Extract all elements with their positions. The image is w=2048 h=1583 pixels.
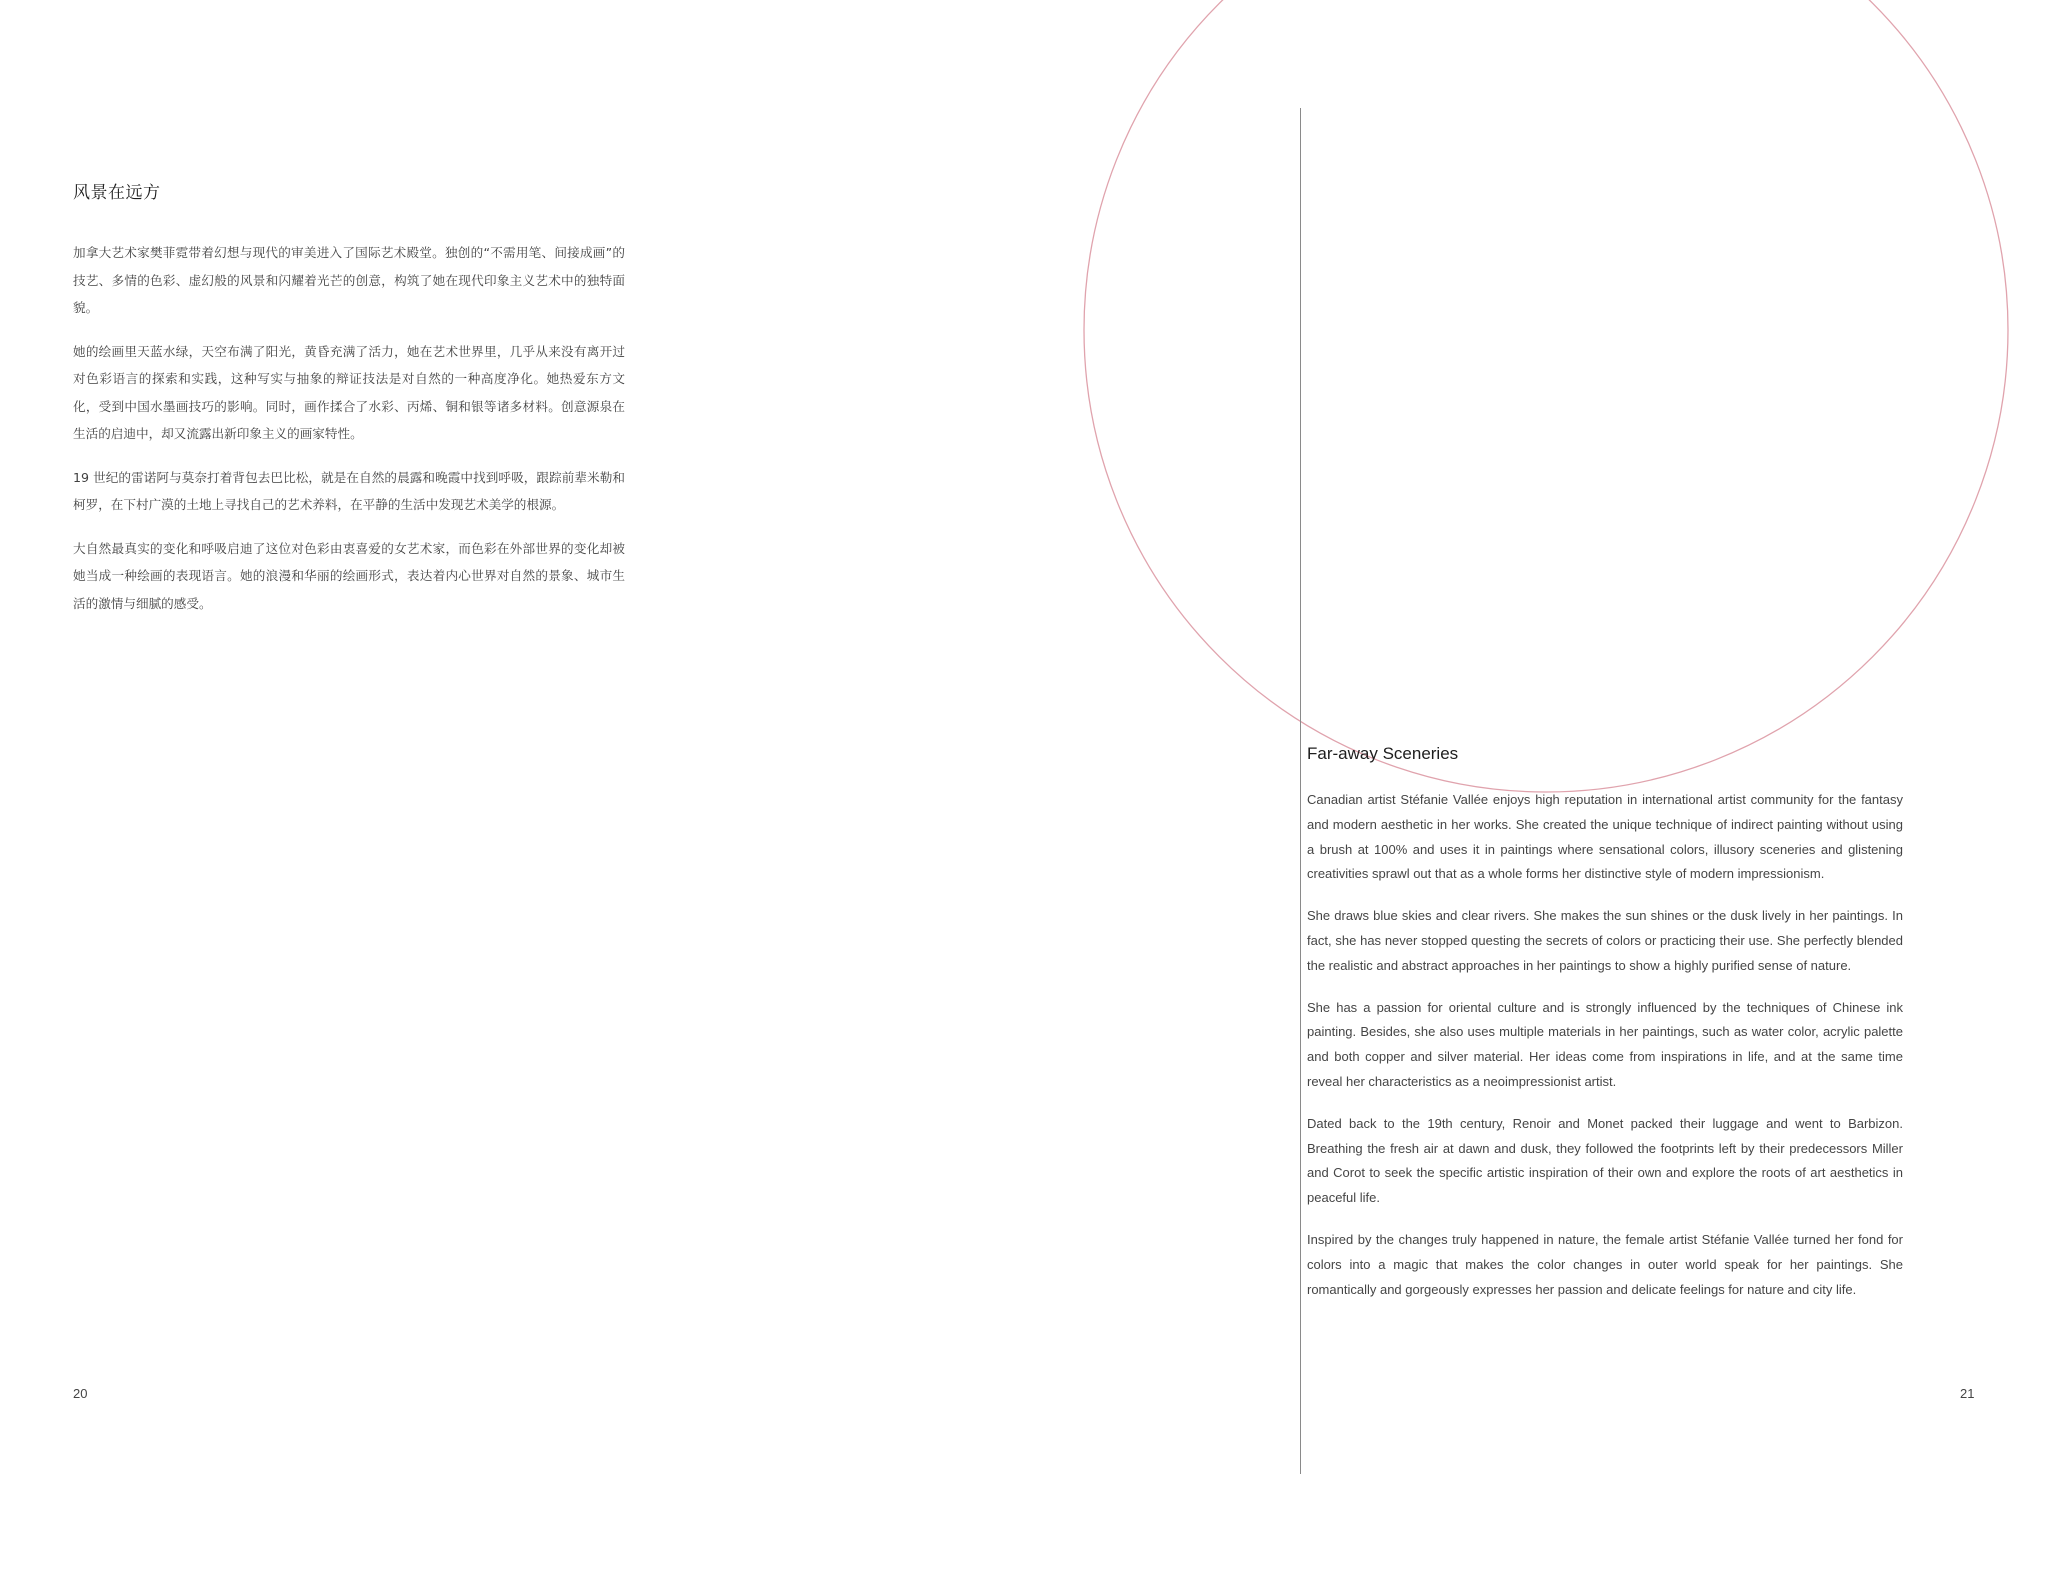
right-page-english	[1307, 744, 1903, 1319]
english-title: Far-away Sceneries	[1307, 744, 1459, 763]
english-paragraph-3: She has a passion for oriental culture and is strongly influenced by the techniques of Chinese ink painting. Besides, she also uses multiple materials in her paintings, such as water color, acrylic palette and both copper and silver material. Her ideas come from inspirations in life, and at the same time reveal her characteristics as a neoimpressionist artist.	[1307, 999, 1903, 1089]
english-paragraph-4: Dated back to the 19th century, Renoir and Monet packed their luggage and went to Barbizon. Breathing the fresh air at dawn and dusk, they followed the footprints left by their predecessors Miller and Corot to seek the specific artistic inspiration of their own and explore the roots of art aesthetics in peaceful life.	[1307, 1115, 1903, 1206]
left-page-chinese	[73, 178, 625, 633]
page-gutter-divider	[1300, 108, 1301, 1474]
chinese-paragraph-4: 大自然最真实的变化和呼吸启迪了这位对色彩由衷喜爱的女艺术家，而色彩在外部世界的变化却被她当成一种绘画的表现语言。她的浪漫和华丽的绘画形式，表达着内心世界对自然的景象、城市生活的激情与细腻的感受。	[73, 540, 625, 611]
chinese-paragraph-3: 19 世纪的雷诺阿与莫奈打着背包去巴比松，就是在自然的晨露和晚霞中找到呼吸，跟踪前辈米勒和柯罗，在下村广漠的土地上寻找自己的艺术养料，在平静的生活中发现艺术美学的根源。	[73, 469, 625, 512]
chinese-paragraph-1: 加拿大艺术家樊菲霓带着幻想与现代的审美进入了国际艺术殿堂。独创的“不需用笔、间接成画”的技艺、多情的色彩、虚幻般的风景和闪耀着光芒的创意，构筑了她在现代印象主义艺术中的独特面貌。	[73, 245, 625, 315]
page-number-left: 20	[73, 1386, 88, 1401]
page-number-right: 21	[1960, 1386, 1975, 1401]
english-paragraph-5: Inspired by the changes truly happened in nature, the female artist Stéfanie Vallée turned her fond for colors into a magic that makes the color changes in outer world speak for her paintings. She romantically and gorgeously expresses her passion and delicate feelings for nature and city life.	[1307, 1231, 1903, 1297]
chinese-title: 风景在远方	[73, 183, 161, 203]
chinese-paragraph-2: 她的绘画里天蓝水绿，天空布满了阳光，黄昏充满了活力，她在艺术世界里，几乎从来没有离开过对色彩语言的探索和实践，这种写实与抽象的辩证技法是对自然的一种高度净化。她热爱东方文化，受到中国水墨画技巧的影响。同时，画作揉合了水彩、丙烯、铜和银等诸多材料。创意源泉在生活的启迪中，却又流露出新印象主义的画家特性。	[73, 343, 625, 441]
english-paragraph-1: Canadian artist Stéfanie Vallée enjoys high reputation in international artist community for the fantasy and modern aesthetic in her works. She created the unique technique of indirect painting without using a brush at 100% and uses it in paintings where sensational colors, illusory sceneries and glistening creativities sprawl out that as a whole forms her distinctive style of modern impressionism.	[1307, 792, 1903, 882]
english-paragraph-2: She draws blue skies and clear rivers. She makes the sun shines or the dusk lively in her paintings. In fact, she has never stopped questing the secrets of colors or practicing their use. She perfectly blended the realistic and abstract approaches in her paintings to show a highly purified sense of nature.	[1307, 908, 1903, 973]
decorative-circle-arc	[1084, 0, 2008, 792]
